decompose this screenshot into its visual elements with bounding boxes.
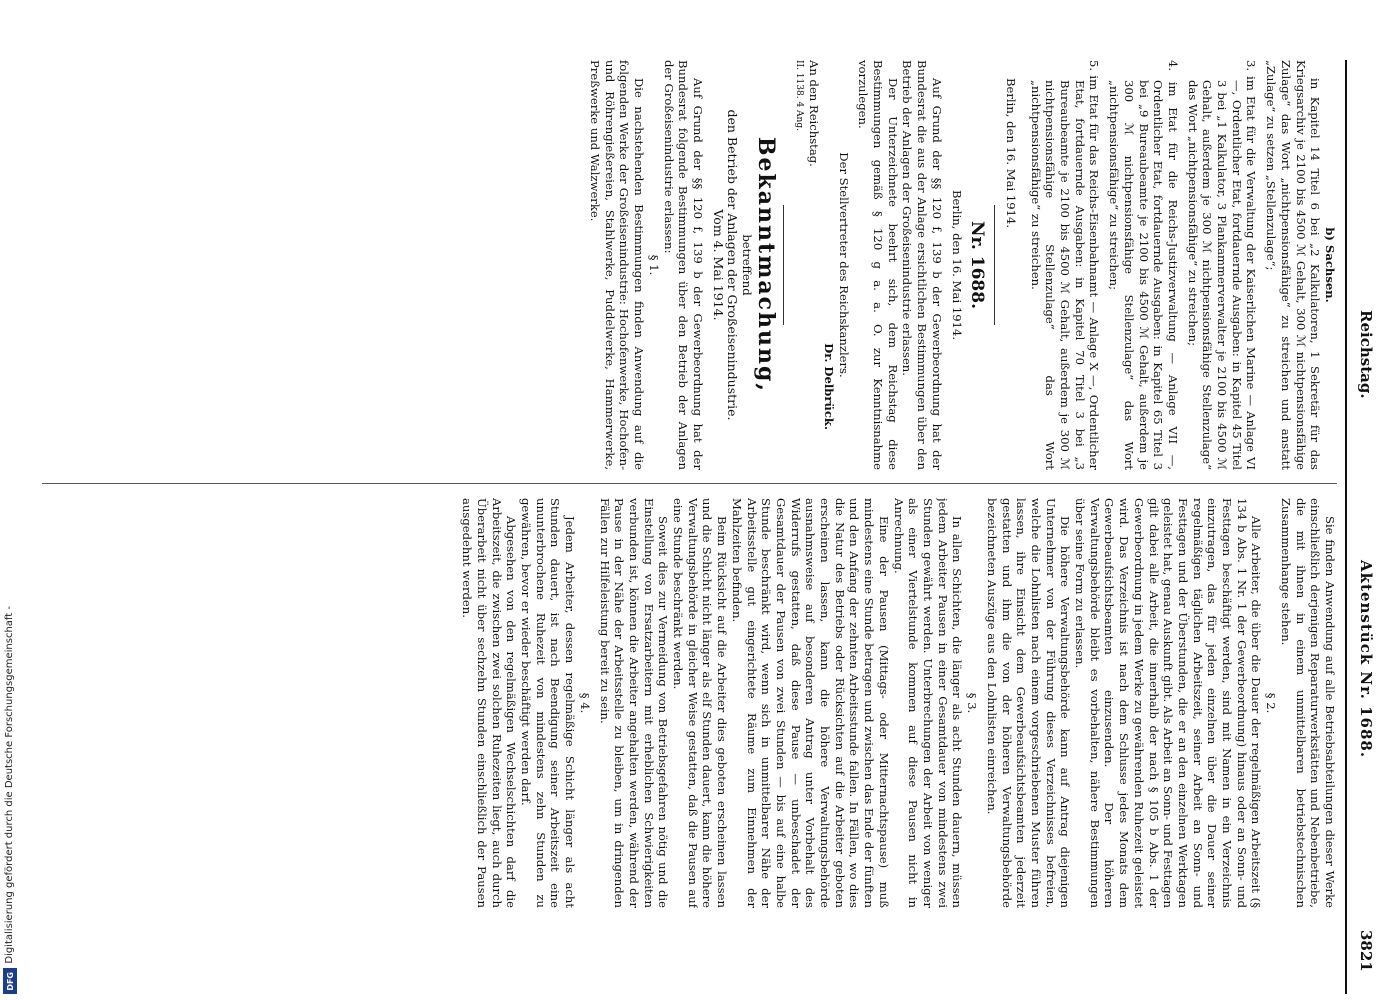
paragraph: Sie finden Anwendung auf alle Betriebsabteilungen dieser Werke einschließlich derjenigen Reparaturwerkstätten und Nebenbetriebe, die mit ihnen in einem unmittelbaren betriebstechnischen Zusammenhange stehen. (1278, 498, 1337, 908)
section-number: § 1. (646, 254, 661, 276)
list-item: 5. im Etat für das Reichs-Eisenbahnamt — Anlage X —, Ordentlicher Etat, fortdauernde Ausgaben: in Kapitel 70 Titel 3 bei „3 Bureaubeamte je 2100 bis 4500 ℳ Gehalt, außerdem je 300 ℳ nichtpensionsfähige Stellenzulage“ das Wort „nichtpensionsfähige“ zu streichen. (1028, 60, 1102, 470)
addressee: An den Reichstag. (807, 60, 822, 167)
header-left: Reichstag. (1357, 310, 1375, 399)
paragraph: Soweit dies zur Vermeidung von Betriebsgefahren nötig und die Einstellung von Ersatzarbeitern mit erheblichen Schwierigkeiten verbunden ist, können die Arbeiter angehalten werden, während der Pause in der Nähe der Arbeitsstelle zu bleiben, um in dringenden Fällen zur Hilfeleistung bereit zu sein. (597, 498, 671, 908)
section-heading: b) Sachsen. (1323, 227, 1337, 303)
header-center: Aktenstück Nr. 1688. (1357, 560, 1375, 759)
paragraph: Abgesehen von den regelmäßigen Wechselschichten darf die Arbeitszeit, die zwischen zwei solchen Ruhezeiten liegt, auch durch Überarbeit nicht über sechzehn Stunden einschließlich der Pausen ausgedehnt werden. (460, 498, 519, 908)
divider (994, 205, 995, 325)
announcement-title: Bekanntmachung, (752, 136, 779, 394)
paragraph: Jedem Arbeiter, dessen regelmäßige Schicht länger als acht Stunden dauert, ist nach Beendigung seiner Arbeitszeit eine ununterbrochene Ruhezeit von mindestens zehn Stunden zu gewähren, bevor er wieder beschäftigt werden darf. (519, 498, 578, 908)
paragraph: Die nachstehenden Bestimmungen finden Anwendung auf die folgenden Werke der Großeisenindustrie: Hochofenwerke, Hochofen- und Röhrengießereien, Stahlwerke, Puddelwerke, Hammerwerke, Preßwerke und Walzwerke. (588, 60, 647, 470)
left-column (42, 60, 1337, 470)
list-item: 3. im Etat für die Verwaltung der Kaiserlichen Marine — Anlage VI —, Ordentlicher Etat, fortdauernde Ausgaben: in Kapitel 45 Titel 3 bei „1 Kalkulator, 3 Plankammerverwalter je 2100 bis 4500 ℳ Gehalt, außerdem je 300 ℳ nichtpensionsfähige Stellenzulage“ das Wort „nichtpensionsfähige“ zu streichen; (1185, 60, 1259, 470)
paragraph: Der Unterzeichnete beehrt sich, dem Reichstag diese Bestimmungen gemäß § 120 g a. a. O. zur Kenntnisnahme vorzulegen. (856, 60, 900, 470)
paragraph: Die höhere Verwaltungsbehörde kann auf Antrag diejenigen Unternehmer von der Führung dieses Verzeichnisses befreien, welche die Lohnlisten nach einem vorgeschriebenen Muster führen lassen, ihre Einsicht dem Gewerbeaufsichtsbeamten jederzeit gestatten und ihm die von der höheren Verwaltungsbehörde bezeichneten Auszüge aus den Lohnlisten einreichen. (984, 498, 1073, 908)
section-number: § 3. (965, 692, 980, 714)
section-number: § 4. (577, 692, 592, 714)
paragraph: in Kapitel 14 Titel 6 bei „2 Kalkulatoren, 1 Sekretär für das Kriegsarchiv je 2100 bis 4500 ℳ Gehalt, 300 ℳ nichtpensionsfähige Zulage“ das Wort „nichtpensionsfähige“ zu streichen und anstatt „Zulage“ zu setzen „Stellenzulage“; (1264, 60, 1323, 470)
document-number: Nr. 1688. (967, 220, 988, 309)
side-credit-strip (0, 0, 22, 1000)
divider (783, 205, 784, 325)
list-item: 4. im Etat für die Reichs-Justizverwaltung — Anlage VII —, Ordentlicher Etat, fortdauernde Ausgaben: in Kapitel 65 Titel 3 bei „9 Bureaubeamte je 2100 bis 4500 ℳ Gehalt, außerdem je 300 ℳ nichtpensionsfähige Stellenzulage“ das Wort „nichtpensionsfähige“ zu streichen; (1107, 60, 1180, 470)
section-number: § 2. (1264, 692, 1279, 714)
signature-role: Der Stellvertreter des Reichskanzlers. (836, 152, 851, 378)
date-line: Berlin, den 16. Mai 1914. (1003, 78, 1018, 229)
date-line: Berlin, den 16. Mai 1914. (949, 189, 964, 341)
header-rule (1345, 60, 1347, 994)
signature-name: Dr. Delbrück. (821, 343, 836, 430)
paragraph: Alle Arbeiter, die über die Dauer der regelmäßigen Arbeitszeit (§ 134 b Abs. 1 Nr. 1 der Gewerbeordnung) hinaus oder an Sonn- und Festtagen beschäftigt werden, sind mit Namen in ein Verzeichnis einzutragen, das für jeden einzelnen über die Dauer seiner regelmäßigen täglichen Arbeitszeit, seiner Arbeit an Sonn- und Festtagen und der Überstunden, die er an den einzelnen Werktagen geleistet hat, genau Auskunft gibt. Als Arbeit an Sonn- und Festtagen gilt dabei alle Arbeit, die innerhalb der nach § 105 b Abs. 1 der Gewerbeordnung in jedem Werke zu gewährenden Ruhezeit geleistet wird. Das Verzeichnis ist nach dem Schlusse jedes Monats dem Gewerbeaufsichtsbeamten einzusenden. Der höheren Verwaltungsbehörde bleibt es vorbehalten, nähere Bestimmungen über seine Form zu erlassen. (1073, 498, 1264, 908)
dfg-logo: DFG (3, 968, 17, 994)
digitization-credit: Digitalisierung gefördert durch die Deutsche Forschungsgemeinschaft - (4, 606, 15, 964)
paragraph: Auf Grund der §§ 120 f, 139 b der Gewerbeordnung hat der Bundesrat die aus der Anlage ersichtlichen Bestimmungen über den Betrieb der Anlagen der Großeisenindustrie erlassen. (900, 60, 944, 470)
paragraph: Beim Rücksicht auf die Arbeiter dies geboten erscheinen lassen und die Schicht nicht länger als elf Stunden dauert, kann die höhere Verwaltungsbehörde in gleicher Weise gestatten, daß die Pausen auf eine Stunde beschränkt werden. (671, 498, 730, 908)
announcement-subject: den Betrieb der Anlagen der Großeisenindustrie. (725, 109, 741, 421)
scanned-page (30, 0, 1383, 1000)
reference-number: II. 1138. 4 Ang. (794, 60, 805, 131)
paragraph: In allen Schichten, die länger als acht Stunden dauern, müssen jedem Arbeiter Pausen in einer Gesamtdauer von mindestens zwei Stunden gewährt werden. Unterbrechungen der Arbeit von weniger als einer Viertelstunde kommen auf diese Pausen nicht in Anrechnung. (891, 498, 965, 908)
announcement-subtitle: betreffend (740, 234, 755, 296)
column-divider (42, 483, 1337, 484)
paragraph: Eine der Pausen (Mittags- oder Mitternachtspause) muß mindestens eine Stunde betragen und zwischen das Ende der fünften und den Anfang der zehnten Arbeitsstunde fallen. In Fällen, wo dies die Natur des Betriebs oder Rücksichten auf die Arbeiter geboten erscheinen lassen, kann die höhere Verwaltungsbehörde ausnahmsweise auf besonderen Antrag unter Vorbehalt des Widerrufs gestatten, daß diese Pause — unbeschadet der Gesamtdauer der Pausen von zwei Stunden — bis auf eine halbe Stunde beschränkt wird, wenn sich in unmittelbarer Nähe der Arbeitsstelle gut eingerichtete Räume zum Einnehmen der Mahlzeiten befinden. (729, 498, 891, 908)
page-number: 3821 (1357, 930, 1375, 972)
announcement-date: Vom 4. Mai 1914. (710, 209, 726, 321)
right-column (42, 498, 1337, 908)
paragraph: Auf Grund der §§ 120 f, 139 b der Gewerbeordnung hat der Bundesrat folgende Bestimmungen über den Betrieb der Anlagen der Großeisenindustrie erlassen: (661, 60, 705, 470)
